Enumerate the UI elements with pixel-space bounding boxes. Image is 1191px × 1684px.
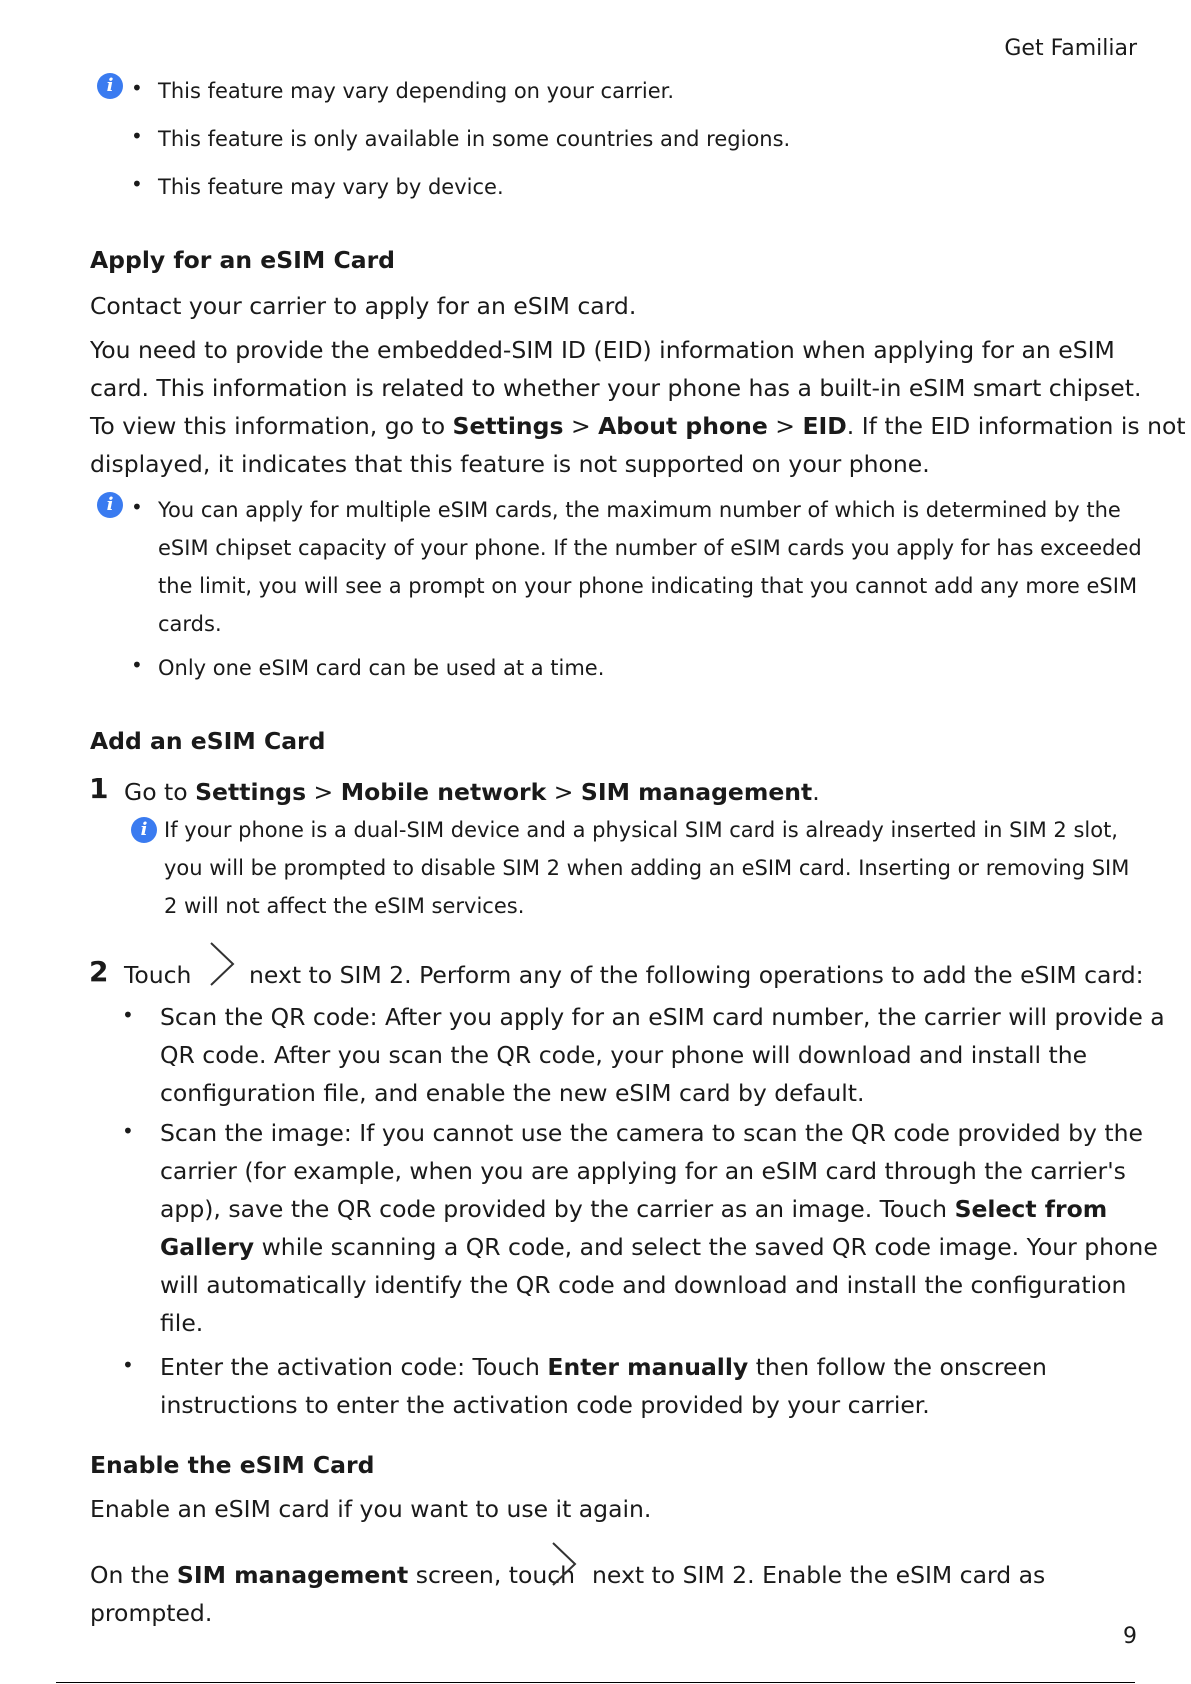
note-line: cards. <box>158 612 222 636</box>
info-icon: i <box>97 492 123 518</box>
paragraph-line: displayed, it indicates that this feature is not supported on your phone. <box>90 450 930 478</box>
step-number: 1 <box>89 772 109 805</box>
bullet: • <box>122 1353 134 1377</box>
bullet: • <box>122 1003 134 1027</box>
note-item: This feature may vary depending on your carrier. <box>158 79 675 103</box>
note-item: This feature is only available in some countries and regions. <box>158 127 791 151</box>
bullet-line: app), save the QR code provided by the carrier as an image. Touch Select from <box>160 1195 1108 1223</box>
paragraph-line: next to SIM 2. Enable the eSIM card as <box>592 1561 1046 1589</box>
note-item: Only one eSIM card can be used at a time. <box>158 656 605 680</box>
note-line: If your phone is a dual-SIM device and a physical SIM card is already inserted in SIM 2 slot, <box>164 818 1118 842</box>
paragraph-line: To view this information, go to Settings > About phone > EID. If the EID information is not <box>90 412 1186 440</box>
settings-path-sim: SIM management <box>580 778 813 806</box>
bullet-line: Enter the activation code: Touch Enter manually then follow the onscreen <box>160 1353 1047 1381</box>
chevron-right-icon <box>207 940 237 988</box>
page-number: 9 <box>1123 1624 1137 1649</box>
step-text: Touch <box>124 961 192 989</box>
bullet-line: QR code. After you scan the QR code, your phone will download and install the <box>160 1041 1088 1069</box>
settings-path-eid: EID <box>802 412 847 440</box>
settings-path-settings: Settings <box>452 412 564 440</box>
bullet-line: configuration file, and enable the new eSIM card by default. <box>160 1079 865 1107</box>
bullet: • <box>131 76 143 100</box>
bullet: • <box>122 1119 134 1143</box>
bullet: • <box>131 124 143 148</box>
info-icon: i <box>131 817 157 843</box>
bullet-line: Gallery while scanning a QR code, and select the saved QR code image. Your phone <box>160 1233 1158 1261</box>
note-line: 2 will not affect the eSIM services. <box>164 894 525 918</box>
enter-manually-label: Enter manually <box>547 1353 749 1381</box>
section-heading-add: Add an eSIM Card <box>90 727 326 755</box>
section-heading-apply: Apply for an eSIM Card <box>90 246 395 274</box>
bullet: • <box>131 653 143 677</box>
footer-rule <box>56 1682 1135 1683</box>
note-line: you will be prompted to disable SIM 2 when adding an eSIM card. Inserting or removing SIM <box>164 856 1130 880</box>
bullet-line: file. <box>160 1309 204 1337</box>
section-heading-enable: Enable the eSIM Card <box>90 1451 375 1479</box>
bullet: • <box>131 172 143 196</box>
select-from-gallery-label: Select from <box>954 1195 1108 1223</box>
bullet-line: Scan the image: If you cannot use the camera to scan the QR code provided by the <box>160 1119 1143 1147</box>
bullet-line: instructions to enter the activation code provided by your carrier. <box>160 1391 930 1419</box>
bullet-line: will automatically identify the QR code and download and install the configuration <box>160 1271 1127 1299</box>
bullet: • <box>131 495 143 519</box>
note-line: You can apply for multiple eSIM cards, the maximum number of which is determined by the <box>158 498 1121 522</box>
bullet-line: carrier (for example, when you are applying for an eSIM card through the carrier's <box>160 1157 1126 1185</box>
settings-path-about: About phone <box>598 412 768 440</box>
settings-path-mobile: Mobile network <box>340 778 547 806</box>
paragraph-line: On the SIM management screen, touch <box>90 1561 576 1589</box>
step-text: Go to Settings > Mobile network > SIM management. <box>124 778 820 806</box>
step-number: 2 <box>89 955 109 988</box>
select-from-gallery-label: Gallery <box>160 1233 255 1261</box>
chevron-right-icon <box>549 1540 579 1588</box>
paragraph-line: card. This information is related to whether your phone has a built-in eSIM smart chipset. <box>90 374 1142 402</box>
paragraph-line: prompted. <box>90 1599 213 1627</box>
step-text: next to SIM 2. Perform any of the following operations to add the eSIM card: <box>249 961 1144 989</box>
bullet-line: Scan the QR code: After you apply for an eSIM card number, the carrier will provide a <box>160 1003 1165 1031</box>
sim-management-label: SIM management <box>176 1561 409 1589</box>
info-icon: i <box>97 73 123 99</box>
paragraph: Contact your carrier to apply for an eSIM card. <box>90 292 637 320</box>
note-line: eSIM chipset capacity of your phone. If the number of eSIM cards you apply for has exceeded <box>158 536 1142 560</box>
paragraph-line: You need to provide the embedded-SIM ID (EID) information when applying for an eSIM <box>90 336 1115 364</box>
running-header: Get Familiar <box>1004 36 1137 61</box>
paragraph: Enable an eSIM card if you want to use it again. <box>90 1495 652 1523</box>
note-item: This feature may vary by device. <box>158 175 504 199</box>
note-line: the limit, you will see a prompt on your phone indicating that you cannot add any more eSIM <box>158 574 1138 598</box>
settings-path-settings: Settings <box>195 778 307 806</box>
